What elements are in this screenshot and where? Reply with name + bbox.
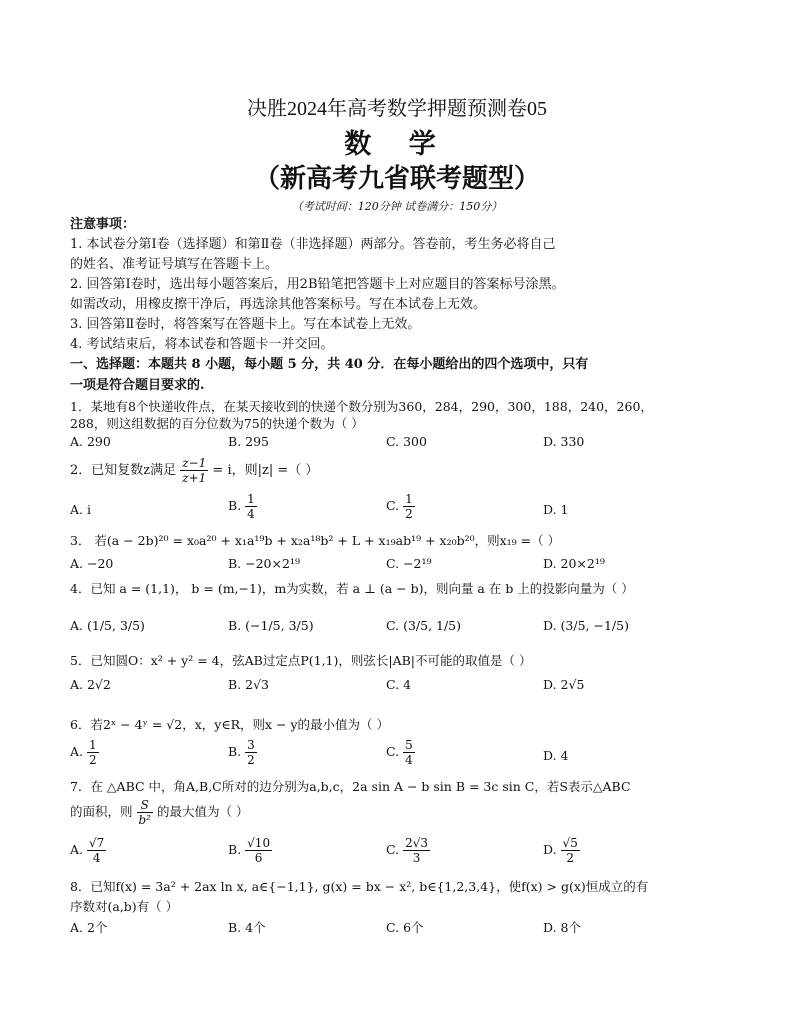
q2-option-b — [228, 492, 257, 521]
q6-option-c-den: 4 — [405, 753, 413, 767]
q7-stem-b-post: 的最大值为（ ） — [156, 804, 249, 819]
q7-stem-a: 7．在 △ABC 中，角A,B,C所对的边分别为a,b,c，2a sin A − b sin B = 3c sin C，若S表示△ABC — [70, 779, 631, 794]
q3-stem: 3． 若(a − 2b)²⁰ = x₀a²⁰ + x₁a¹⁹b + x₂a¹⁸b² + L + x₁₉ab¹⁹ + x₂₀b²⁰，则x₁₉ =（ ） — [70, 533, 561, 548]
q1-stem-b: 288，则这组数据的百分位数为75的快递个数为（ ） — [70, 416, 364, 431]
note-2b: 如需改动，用橡皮擦干净后，再选涂其他答案标号。写在本试卷上无效。 — [70, 297, 487, 312]
q3-option-a: A. −20 — [70, 556, 114, 571]
q2-option-b-num: 1 — [247, 492, 255, 506]
q4-option-c — [386, 618, 461, 633]
q7-option-a-num: √7 — [89, 836, 105, 850]
q7-option-a-frac — [87, 836, 106, 865]
q4-stem: 4．已知 a = (1,1)， b = (m,−1)，m为实数，若 a ⊥ (a − b)，则向量 a 在 b 上的投影向量为（ ） — [70, 581, 634, 596]
q4-option-d-value: (3/5, −1/5) — [560, 618, 629, 633]
section1-heading-b: 一项是符合题目要求的. — [70, 378, 205, 393]
q1-option-a: A. 290 — [70, 434, 111, 449]
q2-option-b-frac — [245, 492, 257, 521]
q7-option-b-num: √10 — [247, 836, 271, 850]
exam-subtitle: （新高考九省联考题型） — [253, 164, 540, 194]
q3-option-d: D. 20×2¹⁹ — [543, 556, 605, 571]
note-2a: 2. 回答第Ⅰ卷时，选出每小题答案后，用2B铅笔把答题卡上对应题目的答案标号涂黑。 — [70, 277, 565, 292]
q4-option-b-label: B. — [228, 618, 242, 633]
section1-heading-a: 一、选择题：本题共 8 小题，每小题 5 分，共 40 分．在每小题给出的四个选项中，只有 — [70, 357, 589, 372]
q4-option-d — [543, 618, 629, 633]
q7-option-b-label: B. — [228, 842, 242, 857]
q8-stem-a: 8．已知f(x) = 3a² + 2ax ln x, a∈{−1,1}, g(x) = bx − x², b∈{1,2,3,4}，使f(x) > g(x)恒成立的有 — [70, 879, 649, 894]
exam-title: 决胜2024年高考数学押题预测卷05 — [247, 98, 547, 120]
q7-option-d-num: √5 — [562, 836, 578, 850]
subject-title: 数 学 — [344, 129, 450, 160]
q6-option-b-frac — [245, 738, 257, 767]
q2-fraction — [180, 456, 208, 485]
q6-option-c-num: 5 — [405, 738, 413, 752]
q7-option-c-den: 3 — [412, 851, 421, 865]
q7-stem-frac-num: S — [137, 798, 154, 813]
q6-option-b — [228, 738, 257, 767]
q7-option-b — [228, 836, 272, 865]
q6-option-d: D. 4 — [543, 748, 569, 763]
note-3: 3. 回答第Ⅱ卷时，将答案写在答题卡上。写在本试卷上无效。 — [70, 317, 421, 332]
q7-option-b-den: 6 — [254, 851, 263, 865]
q7-option-d-den: 2 — [566, 851, 574, 865]
q2-option-c-num: 1 — [405, 492, 413, 506]
q2-option-a: A. i — [70, 502, 91, 517]
q2-stem-pre: 2．已知复数z满足 — [70, 463, 177, 478]
q5-option-c: C. 4 — [386, 677, 412, 692]
q7-option-c — [386, 836, 430, 865]
q7-stem-b-pre: 的面积，则 — [70, 804, 133, 819]
q7-option-a-den: 4 — [92, 851, 101, 865]
note-1a: 1. 本试卷分第Ⅰ卷（选择题）和第Ⅱ卷（非选择题）两部分。答卷前，考生务必将自己 — [70, 237, 556, 252]
q4-option-c-value: (3/5, 1/5) — [403, 618, 462, 633]
q8-stem-b: 序数对(a,b)有（ ） — [70, 899, 179, 914]
q6-option-c-frac — [403, 738, 415, 767]
q8-option-a: A. 2个 — [70, 920, 108, 935]
q2-option-c — [386, 492, 415, 521]
q4-option-b — [228, 618, 314, 633]
q7-option-d-frac — [561, 836, 580, 865]
q4-option-d-label: D. — [543, 618, 557, 633]
q7-option-a-label: A. — [70, 842, 84, 857]
q4-option-a — [70, 618, 145, 633]
q7-stem-b — [70, 798, 730, 832]
q5-stem: 5．已知圆O：x² + y² = 4，弦AB过定点P(1,1)，则弦长|AB|不可能的取值是（ ） — [70, 653, 532, 668]
q7-option-c-frac — [403, 836, 430, 865]
q2-option-c-label: C. — [386, 498, 400, 513]
q6-option-a-frac — [87, 738, 99, 767]
q6-option-b-num: 3 — [247, 738, 255, 752]
q1-stem-a: 1．某地有8个快递收件点，在某天接收到的快递个数分别为360，284，290，300，188，240，260， — [70, 399, 653, 414]
q6-option-a-label: A. — [70, 744, 84, 759]
q6-option-a-den: 2 — [89, 753, 97, 767]
q7-option-c-num: 2√3 — [405, 836, 428, 850]
q2-fraction-num: z−1 — [182, 456, 207, 470]
q6-option-c-label: C. — [386, 744, 400, 759]
q6-stem: 6．若2ˣ − 4ʸ = √2，x，y∈R，则x − y的最小值为（ ） — [70, 717, 389, 732]
q7-stem-frac-den: b² — [138, 813, 151, 827]
q6-option-b-label: B. — [228, 744, 242, 759]
q2-fraction-den: z+1 — [182, 471, 207, 485]
q5-option-d: D. 2√5 — [543, 677, 585, 692]
q1-option-c: C. 300 — [386, 434, 427, 449]
q1-option-d: D. 330 — [543, 434, 585, 449]
q2-option-d: D. 1 — [543, 502, 569, 517]
q7-option-d — [543, 836, 580, 865]
q5-option-b: B. 2√3 — [228, 677, 270, 692]
q7-option-a — [70, 836, 106, 865]
q2-option-b-den: 4 — [247, 507, 255, 521]
q3-option-c: C. −2¹⁹ — [386, 556, 432, 571]
q2-stem-post: = i，则|z| =（ ） — [212, 463, 319, 478]
q6-option-a — [70, 738, 99, 767]
q7-option-d-label: D. — [543, 842, 557, 857]
exam-info: （考试时间：120分钟 试卷满分：150分） — [291, 200, 503, 213]
q2-option-c-den: 2 — [405, 507, 413, 521]
q5-option-a: A. 2√2 — [70, 677, 111, 692]
q7-stem-frac — [137, 798, 154, 827]
note-4: 4. 考试结束后，将本试卷和答题卡一并交回。 — [70, 337, 334, 352]
q8-option-d: D. 8个 — [543, 920, 581, 935]
q7-option-b-frac — [245, 836, 272, 865]
q3-option-b: B. −20×2¹⁹ — [228, 556, 300, 571]
notes-heading: 注意事项： — [70, 217, 136, 232]
q2-option-b-label: B. — [228, 498, 242, 513]
q2-option-c-frac — [403, 492, 415, 521]
q6-option-c — [386, 738, 415, 767]
q6-option-a-num: 1 — [89, 738, 97, 752]
q4-option-a-label: A. — [70, 618, 84, 633]
q2-stem — [70, 456, 730, 492]
q4-option-b-value: (−1/5, 3/5) — [245, 618, 314, 633]
note-1b: 的姓名、准考证号填写在答题卡上。 — [70, 257, 279, 272]
q4-option-a-value: (1/5, 3/5) — [87, 618, 145, 633]
q4-option-c-label: C. — [386, 618, 400, 633]
q8-option-c: C. 6个 — [386, 920, 424, 935]
q7-option-c-label: C. — [386, 842, 400, 857]
q6-option-b-den: 2 — [247, 753, 255, 767]
q1-option-b: B. 295 — [228, 434, 269, 449]
q8-option-b: B. 4个 — [228, 920, 266, 935]
